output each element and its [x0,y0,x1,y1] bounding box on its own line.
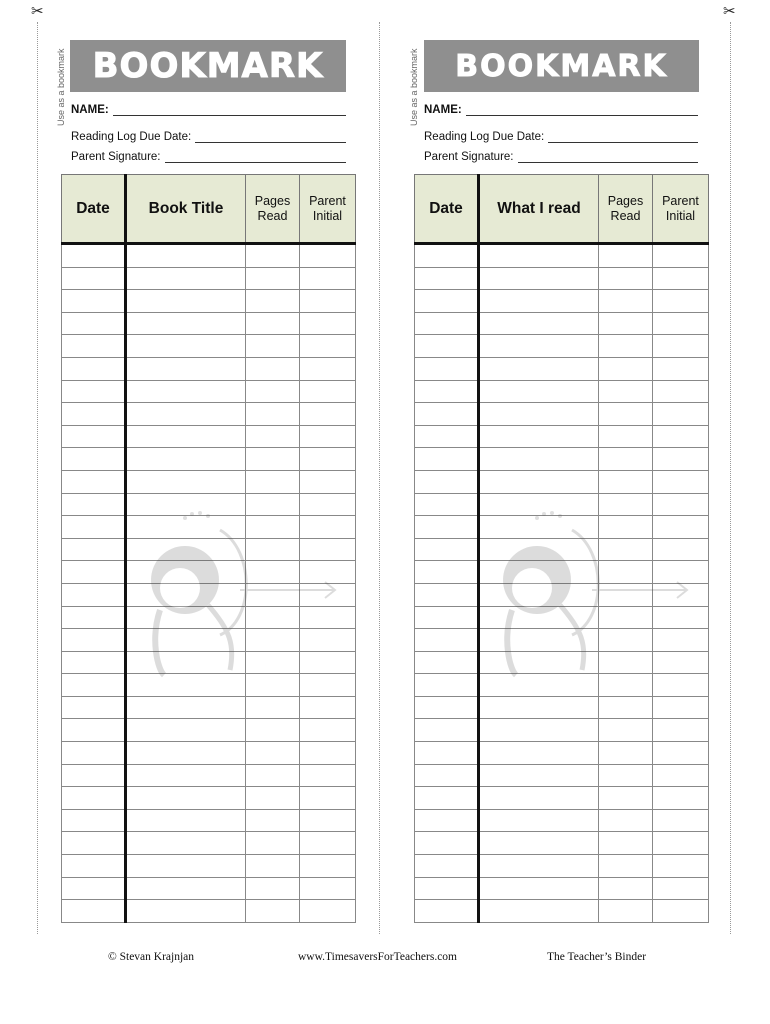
log-cell[interactable] [599,900,653,923]
log-cell[interactable] [479,719,599,742]
log-cell[interactable] [415,538,479,561]
name-label: NAME: [71,104,109,116]
log-cell[interactable] [479,267,599,290]
log-cell[interactable] [415,448,479,471]
log-cell[interactable] [415,696,479,719]
cut-line-right [730,22,731,934]
log-cell[interactable] [62,425,126,448]
log-cell[interactable] [62,538,126,561]
log-cell[interactable] [62,809,126,832]
log-cell[interactable] [415,516,479,539]
log-cell[interactable] [599,312,653,335]
log-cell[interactable] [126,900,246,923]
log-row [62,832,356,855]
log-cell[interactable] [62,290,126,313]
header-date: Date [62,175,126,244]
log-cell[interactable] [300,877,356,900]
log-cell[interactable] [653,357,709,380]
log-cell[interactable] [300,403,356,426]
log-cell[interactable] [300,900,356,923]
log-cell[interactable] [246,470,300,493]
log-row [415,312,709,335]
log-cell[interactable] [653,719,709,742]
log-cell[interactable] [599,357,653,380]
log-cell[interactable] [415,900,479,923]
log-cell[interactable] [300,425,356,448]
log-row [62,787,356,810]
log-cell[interactable] [300,764,356,787]
log-cell[interactable] [415,742,479,765]
scissors-icon: ✂ [723,3,736,20]
log-cell[interactable] [653,877,709,900]
log-cell[interactable] [653,787,709,810]
log-cell[interactable] [300,335,356,358]
log-cell[interactable] [126,335,246,358]
log-cell[interactable] [62,900,126,923]
footer-author: © Stevan Krajnjan [108,951,195,963]
log-row [415,425,709,448]
log-cell[interactable] [415,855,479,878]
footer-title: The Teacher’s Binder [547,951,647,963]
log-cell[interactable] [415,335,479,358]
log-cell[interactable] [62,606,126,629]
log-cell[interactable] [300,832,356,855]
log-cell[interactable] [599,809,653,832]
cut-line-middle [379,22,380,934]
banner-title: BOOKMARK [92,46,324,86]
due-date-field-right[interactable] [424,131,698,143]
log-cell[interactable] [62,312,126,335]
log-cell[interactable] [62,629,126,652]
log-cell[interactable] [653,335,709,358]
log-cell[interactable] [62,403,126,426]
log-row [62,877,356,900]
log-cell[interactable] [599,764,653,787]
log-cell[interactable] [62,470,126,493]
log-cell[interactable] [415,425,479,448]
log-cell[interactable] [599,696,653,719]
due-date-field-left[interactable] [71,131,346,143]
log-cell[interactable] [300,448,356,471]
log-cell[interactable] [479,244,599,268]
log-cell[interactable] [246,742,300,765]
log-cell[interactable] [300,244,356,268]
log-cell[interactable] [300,470,356,493]
scissors-icon: ✂ [31,3,44,20]
log-cell[interactable] [126,312,246,335]
log-cell[interactable] [62,764,126,787]
log-cell[interactable] [62,855,126,878]
log-row [415,696,709,719]
header-date: Date [415,175,479,244]
log-cell[interactable] [479,448,599,471]
header-parent-initial: Parent Initial [653,175,709,244]
log-cell[interactable] [62,832,126,855]
log-row [415,357,709,380]
log-cell[interactable] [126,696,246,719]
log-row [415,335,709,358]
log-cell[interactable] [599,267,653,290]
log-cell[interactable] [599,335,653,358]
log-row [415,448,709,471]
signature-label: Parent Signature: [71,151,161,163]
log-row [415,742,709,765]
log-cell[interactable] [653,470,709,493]
log-cell[interactable] [479,290,599,313]
log-cell[interactable] [246,290,300,313]
log-cell[interactable] [300,742,356,765]
log-row [62,312,356,335]
log-cell[interactable] [246,244,300,268]
log-row [415,380,709,403]
name-label: NAME: [424,104,462,116]
log-cell[interactable] [653,696,709,719]
log-row [415,244,709,268]
watermark-logo-right [492,510,692,690]
name-field-right[interactable] [424,104,698,116]
log-cell[interactable] [599,425,653,448]
log-cell[interactable] [300,357,356,380]
log-row [62,470,356,493]
side-label-right: Use as a bookmark [409,48,419,126]
log-cell[interactable] [653,832,709,855]
log-cell[interactable] [653,403,709,426]
signature-label: Parent Signature: [424,151,514,163]
log-cell[interactable] [300,855,356,878]
log-row [62,448,356,471]
log-cell[interactable] [479,312,599,335]
due-date-label: Reading Log Due Date: [71,131,192,143]
log-cell[interactable] [415,787,479,810]
log-cell[interactable] [653,244,709,268]
log-cell[interactable] [246,764,300,787]
log-cell[interactable] [415,877,479,900]
side-label-left: Use as a bookmark [56,48,66,126]
log-cell[interactable] [415,651,479,674]
log-cell[interactable] [479,696,599,719]
log-cell[interactable] [415,809,479,832]
log-cell[interactable] [246,832,300,855]
log-row [62,267,356,290]
log-cell[interactable] [126,403,246,426]
log-cell[interactable] [479,742,599,765]
log-cell[interactable] [246,380,300,403]
log-cell[interactable] [62,335,126,358]
log-cell[interactable] [653,380,709,403]
log-cell[interactable] [62,244,126,268]
log-row [415,832,709,855]
log-cell[interactable] [599,832,653,855]
log-row [62,719,356,742]
log-cell[interactable] [479,764,599,787]
log-cell[interactable] [126,357,246,380]
log-cell[interactable] [126,855,246,878]
log-cell[interactable] [415,674,479,697]
log-cell[interactable] [479,877,599,900]
log-cell[interactable] [62,742,126,765]
log-row [415,267,709,290]
header-what-i-read: What I read [479,175,599,244]
log-cell[interactable] [653,290,709,313]
log-cell[interactable] [653,855,709,878]
log-cell[interactable] [126,470,246,493]
log-row [62,380,356,403]
header-pages-read: Pages Read [246,175,300,244]
signature-field-right[interactable] [424,151,698,163]
log-cell[interactable] [479,470,599,493]
log-cell[interactable] [599,470,653,493]
header-book-title: Book Title [126,175,246,244]
due-date-label: Reading Log Due Date: [424,131,545,143]
log-cell[interactable] [62,651,126,674]
log-cell[interactable] [126,290,246,313]
log-cell[interactable] [479,425,599,448]
log-cell[interactable] [126,448,246,471]
log-cell[interactable] [415,380,479,403]
log-cell[interactable] [300,380,356,403]
log-cell[interactable] [479,900,599,923]
log-cell[interactable] [126,244,246,268]
log-row [415,290,709,313]
log-cell[interactable] [653,764,709,787]
log-cell[interactable] [62,516,126,539]
log-row [415,787,709,810]
log-cell[interactable] [246,900,300,923]
name-field-left[interactable] [71,104,346,116]
log-cell[interactable] [300,696,356,719]
log-row [62,764,356,787]
log-row [62,425,356,448]
log-cell[interactable] [62,448,126,471]
log-cell[interactable] [246,335,300,358]
log-cell[interactable] [62,674,126,697]
log-cell[interactable] [126,742,246,765]
log-cell[interactable] [126,425,246,448]
banner-title: BOOKMARK [455,48,668,84]
log-cell[interactable] [415,244,479,268]
log-row [62,290,356,313]
log-cell[interactable] [479,357,599,380]
log-cell[interactable] [126,832,246,855]
log-row [415,809,709,832]
log-row [415,877,709,900]
log-cell[interactable] [599,290,653,313]
log-row [62,809,356,832]
log-cell[interactable] [415,606,479,629]
log-cell[interactable] [62,267,126,290]
log-cell[interactable] [653,809,709,832]
log-cell[interactable] [479,832,599,855]
log-cell[interactable] [246,877,300,900]
log-cell[interactable] [300,312,356,335]
footer-site: www.TimesaversForTeachers.com [298,951,457,963]
header-pages-read: Pages Read [599,175,653,244]
log-cell[interactable] [415,312,479,335]
log-cell[interactable] [62,583,126,606]
log-cell[interactable] [62,877,126,900]
log-cell[interactable] [62,696,126,719]
log-cell[interactable] [246,719,300,742]
log-cell[interactable] [300,787,356,810]
log-cell[interactable] [300,290,356,313]
log-cell[interactable] [415,470,479,493]
log-row [62,335,356,358]
log-cell[interactable] [246,448,300,471]
log-cell[interactable] [62,493,126,516]
log-cell[interactable] [415,583,479,606]
log-cell[interactable] [599,787,653,810]
signature-field-left[interactable] [71,151,346,163]
log-cell[interactable] [126,719,246,742]
log-cell[interactable] [246,855,300,878]
log-cell[interactable] [415,290,479,313]
log-row [415,764,709,787]
log-cell[interactable] [415,764,479,787]
log-cell[interactable] [415,832,479,855]
log-cell[interactable] [246,267,300,290]
log-cell[interactable] [126,877,246,900]
log-cell[interactable] [599,244,653,268]
bookmark-banner-left [70,40,346,92]
header-parent-initial: Parent Initial [300,175,356,244]
log-cell[interactable] [479,855,599,878]
log-cell[interactable] [415,403,479,426]
log-row [415,403,709,426]
log-cell[interactable] [653,900,709,923]
log-cell[interactable] [479,403,599,426]
log-cell[interactable] [300,809,356,832]
log-cell[interactable] [653,425,709,448]
log-cell[interactable] [653,312,709,335]
log-cell[interactable] [62,357,126,380]
log-cell[interactable] [300,267,356,290]
bookmark-banner-right [424,40,699,92]
log-cell[interactable] [246,696,300,719]
log-cell[interactable] [300,719,356,742]
log-cell[interactable] [126,380,246,403]
log-cell[interactable] [653,267,709,290]
log-cell[interactable] [126,764,246,787]
log-cell[interactable] [415,719,479,742]
log-cell[interactable] [415,493,479,516]
log-cell[interactable] [246,787,300,810]
log-cell[interactable] [126,787,246,810]
log-cell[interactable] [599,448,653,471]
log-cell[interactable] [599,380,653,403]
log-cell[interactable] [62,719,126,742]
log-cell[interactable] [246,403,300,426]
log-cell[interactable] [479,787,599,810]
log-cell[interactable] [126,809,246,832]
log-row [415,900,709,923]
log-row [62,900,356,923]
log-cell[interactable] [599,742,653,765]
log-cell[interactable] [415,357,479,380]
log-row [62,742,356,765]
log-cell[interactable] [653,448,709,471]
log-cell[interactable] [246,357,300,380]
log-cell[interactable] [62,380,126,403]
log-row [62,855,356,878]
log-cell[interactable] [415,561,479,584]
log-cell[interactable] [246,312,300,335]
log-cell[interactable] [599,719,653,742]
log-row [62,696,356,719]
log-cell[interactable] [479,335,599,358]
log-cell[interactable] [246,809,300,832]
log-row [62,244,356,268]
log-cell[interactable] [126,267,246,290]
log-row [415,719,709,742]
log-cell[interactable] [479,809,599,832]
log-cell[interactable] [599,403,653,426]
log-row [62,357,356,380]
log-cell[interactable] [415,629,479,652]
log-row [415,855,709,878]
log-cell[interactable] [62,787,126,810]
log-cell[interactable] [599,855,653,878]
log-row [415,470,709,493]
log-cell[interactable] [653,742,709,765]
log-row [62,403,356,426]
log-cell[interactable] [415,267,479,290]
log-cell[interactable] [246,425,300,448]
watermark-logo-left [140,510,340,690]
log-cell[interactable] [62,561,126,584]
log-cell[interactable] [599,877,653,900]
log-cell[interactable] [479,380,599,403]
cut-line-left [37,22,38,934]
